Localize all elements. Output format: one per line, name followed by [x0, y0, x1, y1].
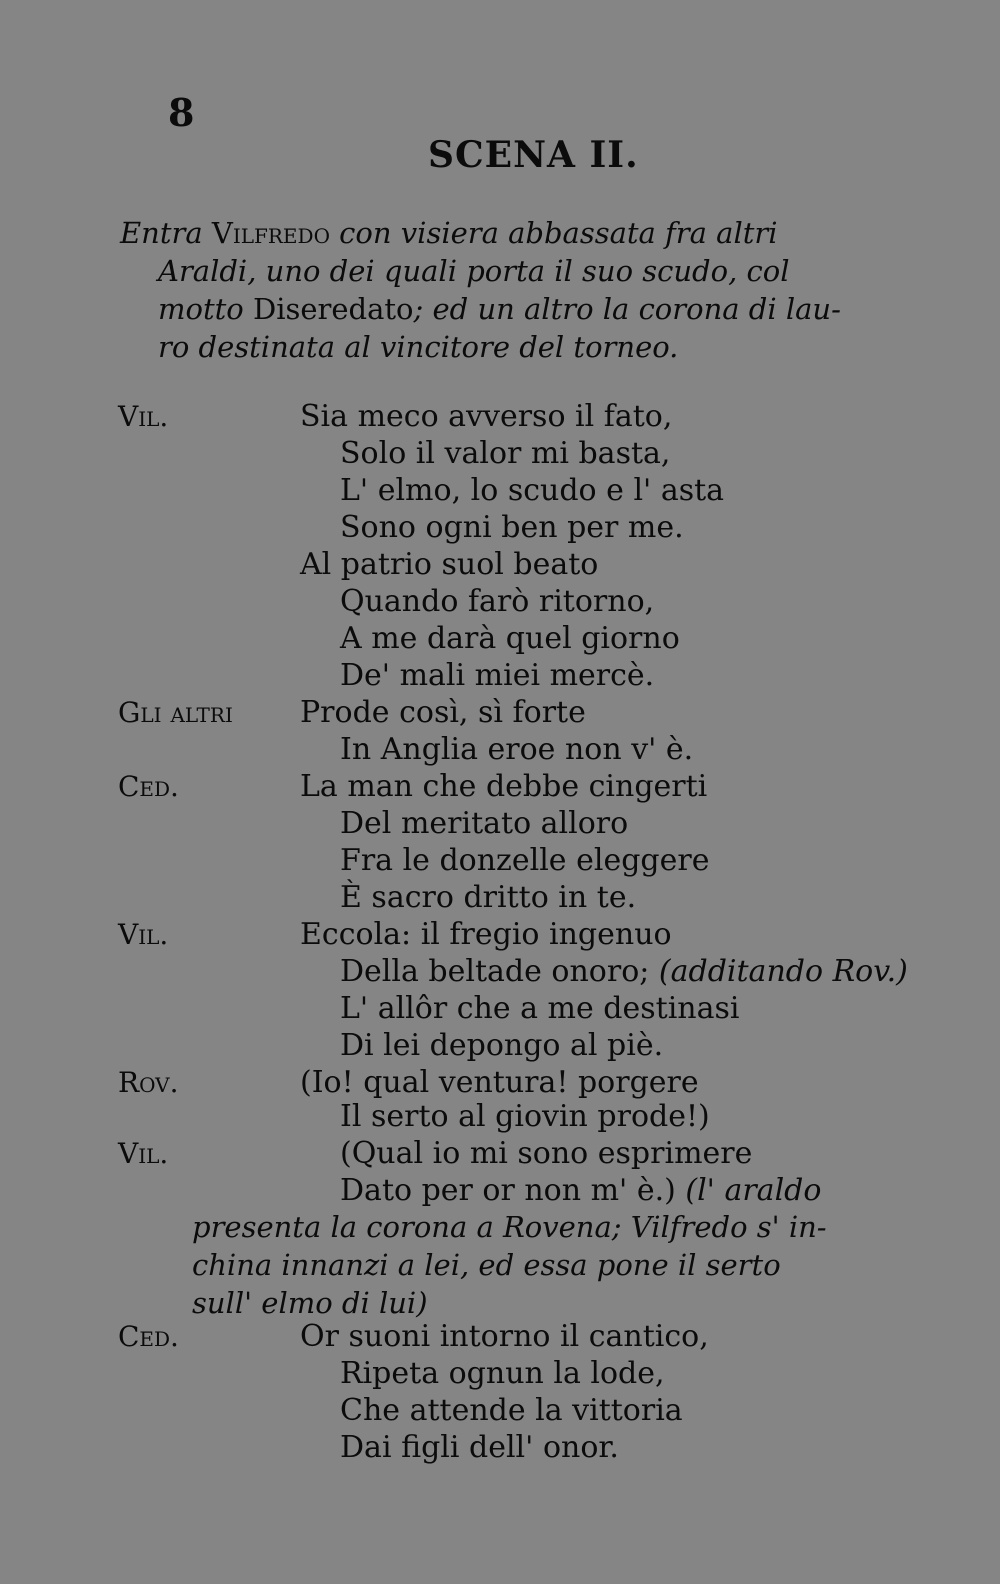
verse-row	[118, 805, 938, 842]
verse-text: L' allôr che a me destinasi	[340, 991, 740, 1026]
outro-line-2: china innanzi a lei, ed essa pone il serto	[192, 1248, 781, 1282]
outro-line-1: presenta la corona a Rovena; Vilfredo s' in-	[192, 1210, 827, 1244]
verse-line	[340, 842, 709, 879]
verse-line	[340, 472, 724, 509]
verse-row	[118, 916, 938, 953]
speaker-label: Rov.	[118, 1066, 179, 1099]
verse-line	[300, 546, 598, 583]
inline-stage-direction: (l' araldo	[685, 1173, 822, 1208]
speaker-label: Vil.	[118, 1137, 169, 1170]
verse-line	[300, 916, 672, 953]
verse-line	[340, 990, 740, 1027]
verse-row	[118, 694, 938, 731]
verse-text: L' elmo, lo scudo e l' asta	[340, 473, 725, 508]
verse-text: La man che debbe cingerti	[300, 769, 708, 804]
speaker-label: Ced.	[118, 770, 179, 803]
verse-line	[340, 1135, 752, 1172]
verse-line	[340, 657, 654, 694]
verse-text: Sia meco avverso il fato,	[300, 399, 673, 434]
dialogue-block-a	[118, 398, 938, 1101]
verse-text: Dai figli dell' onor.	[340, 1430, 619, 1465]
verse-row	[118, 1355, 938, 1392]
verse-line	[340, 1027, 663, 1064]
verse-line	[340, 620, 680, 657]
verse-line	[300, 1064, 699, 1101]
intro-stage-direction	[120, 214, 930, 366]
verse-line	[300, 768, 707, 805]
intro-line-3: motto Diseredato; ed un altro la corona di lau-	[158, 292, 841, 326]
verse-row	[118, 1429, 938, 1466]
verse-text: È sacro dritto in te.	[340, 880, 637, 915]
verse-text: Che attende la vittoria	[340, 1393, 683, 1428]
verse-row	[118, 1318, 938, 1355]
verse-row	[118, 1064, 938, 1101]
verse-line	[300, 1318, 709, 1355]
verse-row	[118, 879, 938, 916]
verse-text: Sono ogni ben per me.	[340, 510, 684, 545]
verse-row	[118, 583, 938, 620]
verse-row	[118, 657, 938, 694]
verse-text: Il serto al giovin prode!)	[340, 1099, 710, 1134]
intro-line-2: Araldi, uno dei quali porta il suo scudo, col	[158, 254, 790, 288]
verse-line	[340, 1429, 619, 1466]
verse-row	[118, 1172, 938, 1209]
speaker-label: Vil.	[118, 400, 169, 433]
verse-text: Eccola: il fregio ingenuo	[300, 917, 672, 952]
verse-text: Dato per or non m' è.)	[340, 1173, 686, 1208]
verse-text: Della beltade onoro;	[340, 954, 659, 989]
verse-row	[118, 1135, 938, 1172]
verse-text: In Anglia eroe non v' è.	[340, 732, 694, 767]
dialogue-block-b	[118, 1098, 938, 1209]
dialogue-block-c	[118, 1318, 938, 1466]
verse-text: Del meritato alloro	[340, 806, 629, 841]
verse-row	[118, 1392, 938, 1429]
verse-line	[340, 509, 684, 546]
verse-line	[340, 1098, 710, 1135]
verse-text: Or suoni intorno il cantico,	[300, 1319, 709, 1354]
verse-row	[118, 953, 938, 990]
verse-line	[340, 879, 636, 916]
intro-line-4: ro destinata al vincitore del torneo.	[158, 330, 679, 364]
verse-row	[118, 842, 938, 879]
verse-line	[340, 1392, 683, 1429]
verse-text: Solo il valor mi basta,	[340, 436, 671, 471]
verse-text: Prode così, sì forte	[300, 695, 586, 730]
inline-stage-direction: (additando Rov.)	[658, 954, 908, 989]
verse-row	[118, 1027, 938, 1064]
verse-line	[340, 435, 670, 472]
verse-line	[340, 805, 628, 842]
verse-text: Ripeta ognun la lode,	[340, 1356, 665, 1391]
verse-text: (Qual io mi sono esprimere	[340, 1136, 753, 1171]
verse-row	[118, 768, 938, 805]
verse-row	[118, 731, 938, 768]
speaker-label: Gli altri	[118, 696, 233, 729]
verse-text: Fra le donzelle eleggere	[340, 843, 710, 878]
scene-title: SCENA II.	[428, 134, 639, 176]
verse-text: (Io! qual ventura! porgere	[300, 1065, 699, 1100]
verse-line	[340, 583, 654, 620]
verse-line	[340, 1172, 821, 1209]
verse-line	[340, 731, 693, 768]
closing-stage-direction	[192, 1208, 930, 1322]
verse-line	[300, 398, 672, 435]
verse-row	[118, 509, 938, 546]
verse-text: Al patrio suol beato	[300, 547, 599, 582]
verse-row	[118, 472, 938, 509]
verse-text: Di lei depongo al piè.	[340, 1028, 664, 1063]
intro-line-1: Entra Vilfredo con visiera abbassata fra altri	[120, 216, 778, 250]
verse-line	[300, 694, 586, 731]
verse-text: Quando farò ritorno,	[340, 584, 655, 619]
verse-text: De' mali miei mercè.	[340, 658, 655, 693]
verse-row	[118, 990, 938, 1027]
verse-row	[118, 620, 938, 657]
verse-row	[118, 546, 938, 583]
verse-row	[118, 398, 938, 435]
verse-row	[118, 435, 938, 472]
verse-text: A me darà quel giorno	[340, 621, 680, 656]
verse-line	[340, 953, 908, 990]
outro-line-3: sull' elmo di lui)	[192, 1286, 428, 1320]
verse-line	[340, 1355, 665, 1392]
verse-row	[118, 1098, 938, 1135]
speaker-label: Ced.	[118, 1320, 179, 1353]
speaker-label: Vil.	[118, 918, 169, 951]
page-number: 8	[168, 90, 195, 135]
